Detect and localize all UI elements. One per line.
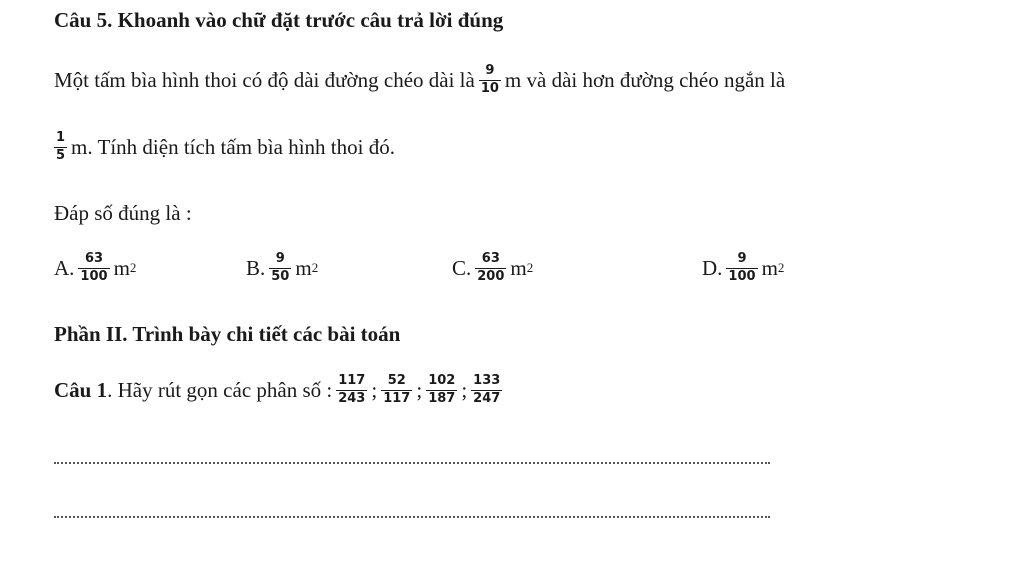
fraction-difference: $\frac{1}{5}$ xyxy=(56,130,66,163)
fraction-2: $\frac{52}{117}$ xyxy=(383,373,411,406)
fraction-1: $\frac{117}{243}$ xyxy=(338,373,366,406)
option-b[interactable]: B. $\frac{9}{50}$ m 2 xyxy=(246,251,319,284)
question-5-title: Câu 5. Khoanh vào chữ đặt trước câu trả lời đúng xyxy=(54,8,504,32)
fraction-3: $\frac{102}{187}$ xyxy=(428,373,456,406)
option-c-fraction: $\frac{63}{200}$ xyxy=(477,251,505,284)
option-d[interactable]: D. $\frac{9}{100}$ m 2 xyxy=(702,251,785,284)
option-a-fraction: $\frac{63}{100}$ xyxy=(80,251,108,284)
question-5-text-line2: $\frac{1}{5}$ m. Tính diện tích tấm bìa hình thoi đó. xyxy=(56,130,395,163)
fraction-long-diagonal: $\frac{9}{10}$ xyxy=(480,63,499,96)
fraction-4: $\frac{133}{247}$ xyxy=(473,373,501,406)
option-b-fraction: $\frac{9}{50}$ xyxy=(271,251,290,284)
option-a[interactable]: A. $\frac{63}{100}$ m 2 xyxy=(54,251,137,284)
answer-line-2[interactable] xyxy=(54,516,770,518)
part-2-heading: Phần II. Trình bày chi tiết các bài toán xyxy=(54,322,401,346)
option-d-fraction: $\frac{9}{100}$ xyxy=(728,251,756,284)
answer-prompt: Đáp số đúng là : xyxy=(54,201,192,225)
option-c[interactable]: C. $\frac{63}{200}$ m 2 xyxy=(452,251,534,284)
answer-line-1[interactable] xyxy=(54,462,770,464)
question-5-text-line1: Một tấm bìa hình thoi có độ dài đường chéo dài là $\frac{9}{10}$ m và dài hơn đường chéo ngắn là xyxy=(54,63,786,96)
question-1: Câu 1 . Hãy rút gọn các phân số : $\frac{117}{243}$ ; $\frac{52}{117}$ ; $\frac{102}{187}$ ; $\frac{133}{247}$ xyxy=(54,373,501,406)
